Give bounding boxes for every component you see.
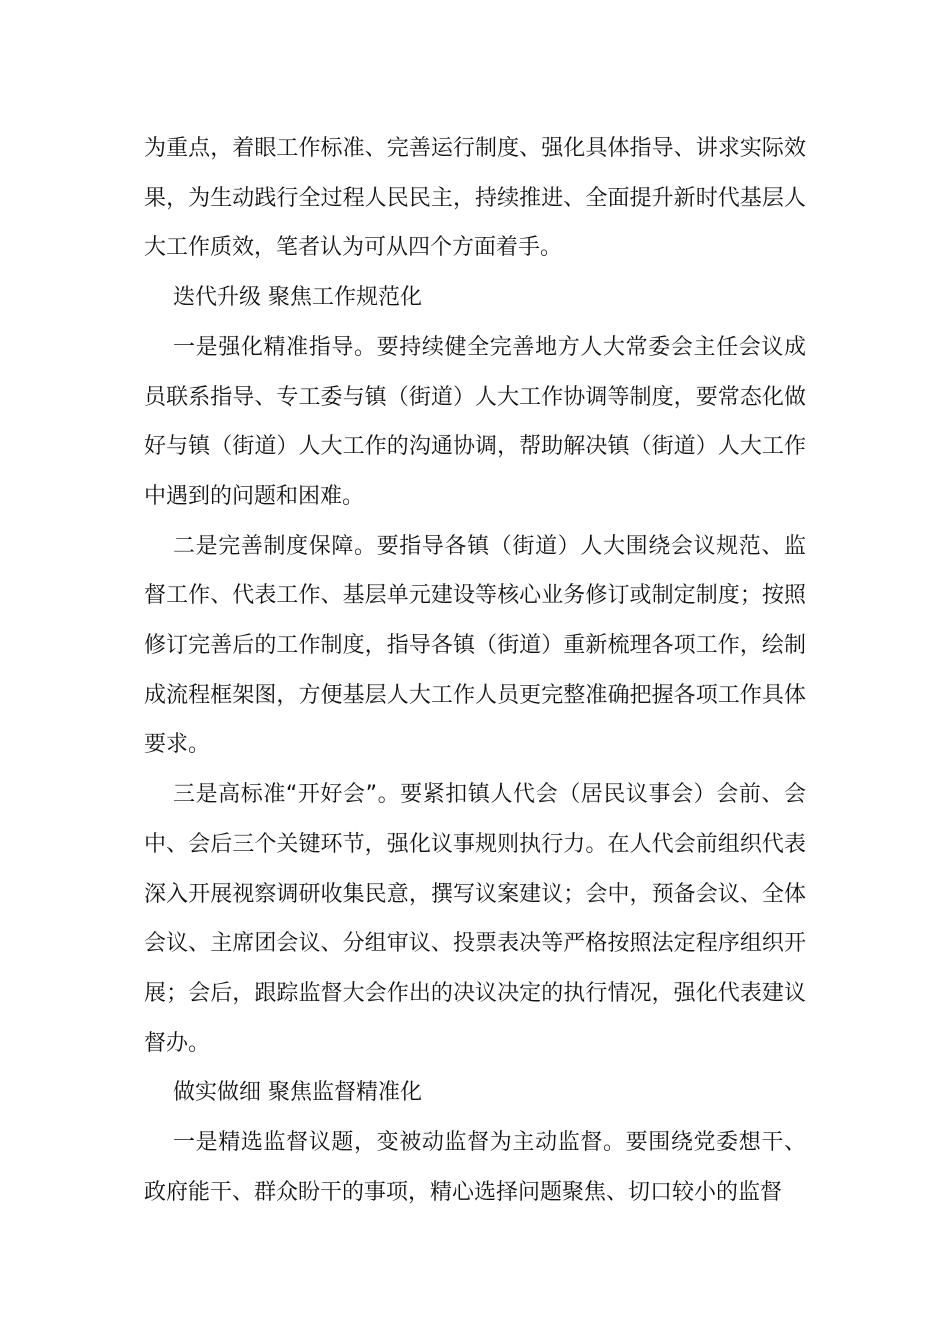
section-heading-supervision: 做实做细 聚焦监督精准化 (173, 1080, 422, 1106)
paragraph-precise-guidance: 一是强化精准指导。要持续健全完善地方人大常委会主任会议成员联系指导、专工委与镇（街道）人大工作协调等制度，要常态化做好与镇（街道）人大工作的沟通协调，帮助解决镇（街道）人大工作中遇到的问题和困难。 (144, 334, 806, 509)
paragraph-institutional-guarantee: 二是完善制度保障。要指导各镇（街道）人大围绕会议规范、监督工作、代表工作、基层单元建设等核心业务修订或制定制度；按照修订完善后的工作制度，指导各镇（街道）重新梳理各项工作，绘制成流程框架图，方便基层人大工作人员更完整准确把握各项工作具体要求。 (144, 533, 806, 758)
paragraph-supervision-topics: 一是精选监督议题，变被动监督为主动监督。要围绕党委想干、政府能干、群众盼干的事项，精心选择问题聚焦、切口较小的监督 (144, 1130, 806, 1205)
paragraph-intro-continuation: 为重点，着眼工作标准、完善运行制度、强化具体指导、讲求实际效果，为生动践行全过程人民民主，持续推进、全面提升新时代基层人大工作质效，笔者认为可从四个方面着手。 (144, 136, 806, 261)
paragraph-high-standard-meetings: 三是高标准“开好会”。要紧扣镇人代会（居民议事会）会前、会中、会后三个关键环节，强化议事规则执行力。在人代会前组织代表深入开展视察调研收集民意，撰写议案建议；会中，预备会议、全体会议、主席团会议、分组审议、投票表决等严格按照法定程序组织开展；会后，跟踪监督大会作出的决议决定的执行情况，强化代表建议督办。 (144, 782, 806, 1056)
document-body (144, 124, 806, 1217)
section-heading-standardization: 迭代升级 聚焦工作规范化 (173, 285, 422, 311)
